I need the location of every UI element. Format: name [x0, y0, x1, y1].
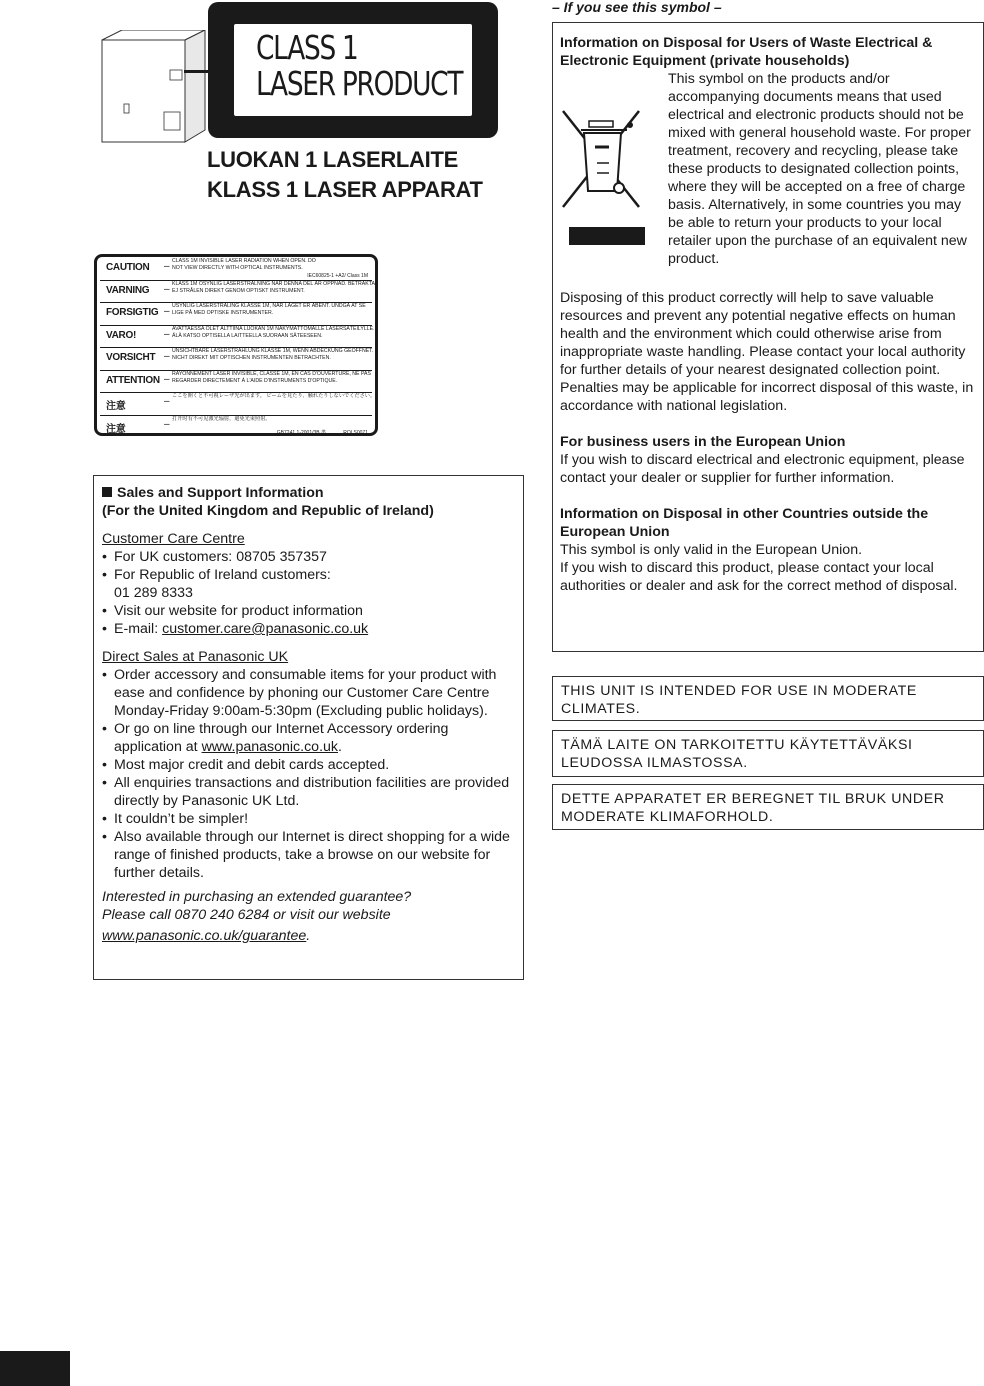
warning-text: USYNLIG LASERSTRÅLING KLASSE 1M, NÅR LÅGET ER ÅBENT. UNDGÅ AT SE LIGE PÅ MED OPTISKE INSTRUMENTER. [172, 303, 366, 316]
care-email-item: • E-mail: customer.care@panasonic.co.uk [102, 620, 517, 638]
website-link[interactable]: www.panasonic.co.uk [201, 739, 338, 755]
warning-row [100, 257, 372, 281]
warning-text: KLASS 1M OSYNLIG LASERSTRÅLNING NÄR DENNA DEL ÄR ÖPPNAD. BETRAKTA EJ STRÅLEN DIREKT GENOM OPTISKT INSTRUMENT. [172, 280, 375, 294]
guarantee-link[interactable]: www.panasonic.co.uk/guarantee [102, 928, 307, 944]
warning-row [100, 370, 372, 394]
guarantee-line: Interested in purchasing an extended guarantee? [102, 889, 412, 905]
warning-ref-code: RQLS0071 [343, 430, 368, 436]
guarantee-url-line: www.panasonic.co.uk/guarantee. [102, 928, 311, 944]
direct-sales-item: • Or go on line through our Internet Accessory ordering application at www.panasonic.co.uk. [102, 720, 517, 756]
warning-text: AVATTAESSA OLET ALTTIINA LUOKAN 1M NÄKYMÄTTÖMÄLLE LASERSÄTEILYLLE. ÄLÄ KATSO OPTISELLA LAITTEELLA SUORAAN SÄTEESEEN. [172, 325, 375, 339]
device-illustration [100, 30, 210, 150]
warning-row [100, 392, 376, 416]
warning-word: FORSIGTIG [106, 307, 159, 318]
square-bullet-icon [102, 487, 112, 497]
warning-dash: – [164, 306, 170, 317]
crossed-out-bin-icon [559, 103, 645, 247]
business-users-text: If you wish to discard electrical and electronic equipment, please contact your dealer or supplier for further information. [560, 452, 965, 486]
disposal-info-box [552, 22, 984, 652]
other-countries-text: This symbol is only valid in the European Union. [560, 542, 863, 558]
other-countries-title: Information on Disposal in other Countries outside the European Union [560, 506, 929, 540]
direct-sales-item: • All enquiries transactions and distribution facilities are provided directly by Panasonic UK Ltd. [102, 774, 517, 810]
warning-dash: – [164, 328, 170, 340]
leader-line [184, 70, 210, 73]
sales-heading: Sales and Support Information [102, 484, 517, 502]
warning-row [100, 280, 375, 304]
warning-dash: – [164, 373, 170, 385]
warning-text: RAYONNEMENT LASER INVISIBLE, CLASSE 1M, EN CAS D'OUVERTURE, NE PAS REGARDER DIRECTEMENT À L'AIDE D'INSTRUMENTS D'OPTIQUE. [172, 370, 371, 384]
laser-label-swedish: KLASS 1 LASER APPARAT [207, 177, 483, 202]
climate-notice-english: THIS UNIT IS INTENDED FOR USE IN MODERATE CLIMATES. [552, 676, 984, 721]
class1-laser-label [208, 2, 498, 138]
direct-sales-item: • Order accessory and consumable items for your product with ease and confidence by phoning our Customer Care Centre Monday-Friday 9:00am-5:30pm (Excluding public holidays). [102, 666, 517, 720]
class1-line1: CLASS 1 [256, 28, 358, 67]
warning-dash: – [164, 418, 170, 430]
climate-notice-finnish: TÄMÄ LAITE ON TARKOITETTU KÄYTETTÄVÄKSI LEUDOSSA ILMASTOSSA. [552, 730, 984, 777]
customer-care-title: Customer Care Centre [102, 531, 245, 547]
warning-standard: GB7241.1-2001/3B 类 [276, 430, 326, 436]
warning-word: VARNING [106, 284, 150, 296]
if-you-see-symbol-heading: – If you see this symbol – [552, 0, 722, 15]
warning-row [100, 325, 375, 349]
warning-row [100, 347, 372, 371]
climate-notice-norwegian: DETTE APPARATET ER BEREGNET TIL BRUK UNDER MODERATE KLIMAFORHOLD. [552, 784, 984, 830]
warning-word: 注意 [106, 401, 126, 412]
warning-standard: IEC60825-1 +A2/ Class 1M [307, 272, 368, 279]
disposal-paragraph: Disposing of this product correctly will help to save valuable resources and prevent any potential negative effects on human health and the environment which could otherwise arise from inappropriate waste handling. Please contact your local authority for further details of your nearest designated collection point. [560, 290, 966, 378]
warning-word: ATTENTION [106, 374, 160, 386]
direct-sales-item: • Also available through our Internet is direct shopping for a wide range of finished products, take a browse on our website for further details. [102, 828, 517, 882]
disposal-body [560, 289, 980, 595]
care-uk-item: • For UK customers: 08705 357357 [102, 548, 517, 566]
email-link[interactable]: customer.care@panasonic.co.uk [162, 621, 369, 637]
warning-text: 打开时有不可见激光辐射，避免光束照射。 [172, 415, 271, 422]
care-ie-item: • For Republic of Ireland customers: 01 289 8333 [102, 566, 517, 602]
guarantee-line: Please call 0870 240 6284 or visit our website [102, 907, 391, 923]
care-web-item: • Visit our website for product information [102, 602, 517, 620]
warning-row [100, 415, 372, 438]
warning-word: CAUTION [106, 262, 150, 273]
other-countries-text: If you wish to discard this product, please contact your local authorities or dealer and ask for the correct method of disposal. [560, 560, 958, 594]
disposal-intro: This symbol on the products and/or accompanying documents means that used electrical and electronic products should not be mixed with general household waste. For proper treatment, recovery and recycling, please take these products to designated collection points, where they will be accepted on a free of charge basis. Alternatively, in some countries you may be able to return your products to your local retailer upon the purchase of an equivalent new product. [668, 71, 971, 267]
sales-support-box [93, 475, 524, 980]
warning-dash: – [164, 351, 170, 362]
warning-dash: – [164, 283, 170, 295]
warning-text: UNSICHTBARE LASERSTRAHLUNG KLASSE 1M, WENN ABDECKUNG GEÖFFNET. NICHT DIREKT MIT OPTISCHEN INSTRUMENTEN BETRACHTEN. [172, 348, 374, 361]
disposal-heading: Information on Disposal for Users of Waste Electrical & Electronic Equipment (private households) [560, 35, 933, 69]
warning-row [100, 302, 372, 326]
page-corner-tab [0, 1351, 70, 1386]
disposal-paragraph: Penalties may be applicable for incorrect disposal of this waste, in accordance with national legislation. [560, 380, 974, 414]
warning-word: VORSICHT [106, 352, 156, 363]
warning-dash: – [164, 261, 170, 272]
warning-dash: – [164, 396, 170, 407]
direct-sales-item: • Most major credit and debit cards accepted. [102, 756, 517, 774]
laser-label-finnish: LUOKAN 1 LASERLAITE [207, 147, 458, 172]
warning-text: ここを開くと不可視レーザ光が出ます。 ビームを見たり、触れたりしないでください。 [172, 393, 376, 399]
laser-warning-label [94, 254, 378, 436]
warning-text: CLASS 1M INVISIBLE LASER RADIATION WHEN OPEN. DO NOT VIEW DIRECTLY WITH OPTICAL INSTRUMENTS. [172, 258, 316, 271]
warning-word: 注意 [106, 423, 126, 435]
direct-sales-item: • It couldn’t be simpler! [102, 810, 517, 828]
business-users-title: For business users in the European Union [560, 434, 846, 450]
sales-subheading: (For the United Kingdom and Republic of Ireland) [102, 503, 434, 519]
class1-line2: LASER PRODUCT [256, 64, 463, 103]
warning-word: VARO! [106, 329, 136, 341]
direct-sales-title: Direct Sales at Panasonic UK [102, 649, 289, 665]
